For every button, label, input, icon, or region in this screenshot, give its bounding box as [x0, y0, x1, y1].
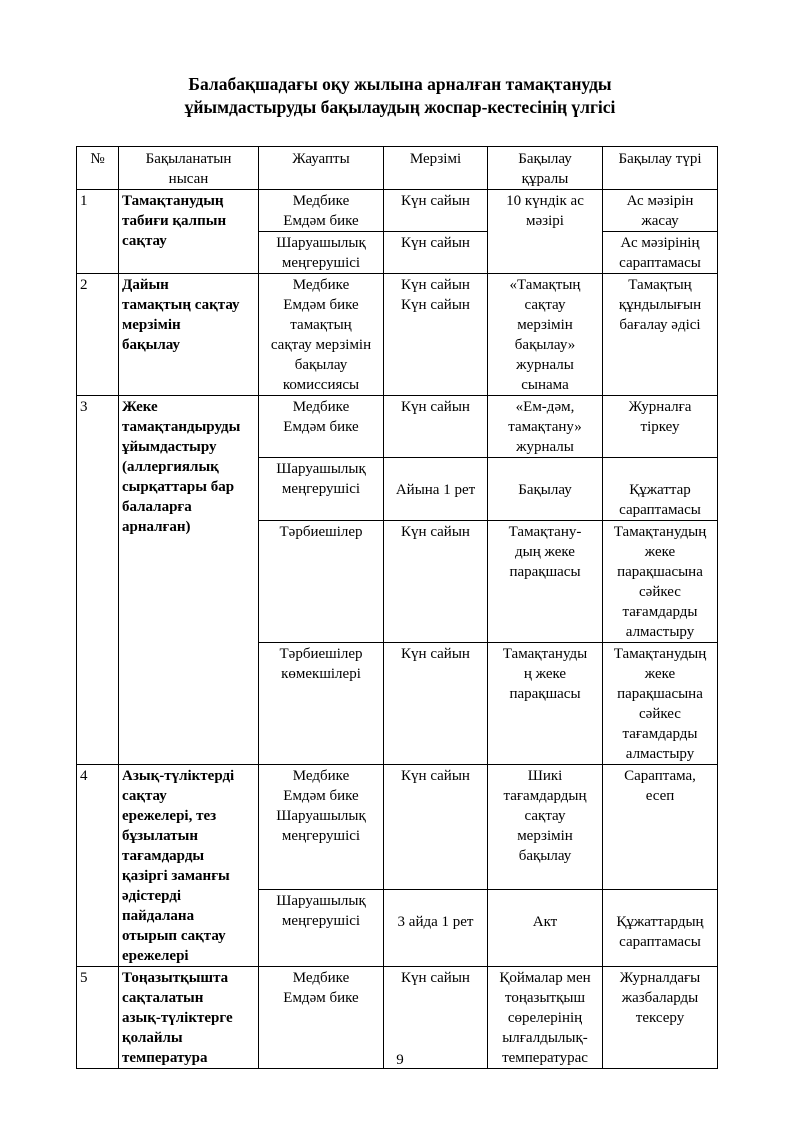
text-line: көмекшілері — [281, 666, 361, 682]
text-line: температура — [122, 1050, 208, 1066]
text-line: Күн сайын — [401, 768, 470, 784]
text-line: Медбике — [292, 768, 350, 784]
responsible-cell — [259, 521, 384, 643]
text-line: есеп — [645, 788, 675, 804]
text-line: Акт — [532, 913, 558, 930]
text-line: Күн сайын — [401, 646, 470, 662]
document-title — [0, 73, 800, 119]
period-cell — [384, 396, 488, 458]
row-number: 3 — [77, 396, 119, 765]
header-tool-line: құралы — [521, 171, 569, 187]
header-object-line: нысан — [168, 171, 209, 187]
text-line: Шаруашылық — [276, 235, 366, 251]
text-line: меңгерушісі — [281, 481, 361, 497]
text-line: «Тамақтың — [509, 277, 581, 293]
text-line: бақылау — [518, 848, 572, 864]
text-line: Емдәм бике — [283, 213, 359, 229]
page-number: 9 — [396, 1052, 404, 1068]
header-object — [119, 147, 259, 190]
text-line: сақтау — [524, 808, 566, 824]
text-line: парақшасы — [509, 564, 581, 580]
type-cell — [603, 643, 718, 765]
text-line: меңгерушісі — [281, 255, 361, 271]
text-line: Тәрбиешілер — [279, 524, 363, 540]
title-line-2: ұйымдастыруды бақылаудың жоспар-кестесінің үлгісі — [184, 97, 616, 117]
type-cell — [603, 458, 718, 521]
text-line: температурас — [502, 1050, 588, 1066]
type-cell — [603, 274, 718, 396]
text-line: бұзылатын — [122, 828, 198, 844]
text-line: Ас мәзірінің — [620, 235, 700, 251]
text-line: жазбаларды — [621, 990, 699, 1006]
text-line: Журналдағы — [619, 970, 701, 986]
header-period: Мерзімі — [384, 147, 488, 190]
tool-cell — [488, 521, 603, 643]
text-line: комиссиясы — [282, 377, 360, 393]
tool-cell — [488, 643, 603, 765]
row-number: 5 — [77, 967, 119, 1069]
text-line: құндылығын — [618, 297, 702, 313]
tool-cell — [488, 765, 603, 890]
table-row — [77, 765, 718, 890]
text-line: балаларға — [122, 499, 192, 515]
text-line: Емдәм бике — [283, 990, 359, 1006]
text-line: Күн сайын — [401, 193, 470, 209]
control-object — [119, 765, 259, 967]
text-line: тамақтану» — [508, 419, 582, 435]
text-line: ң жеке — [523, 666, 567, 682]
text-line: тамақтың — [290, 317, 352, 333]
text-line: қазіргі заманғы — [122, 868, 230, 884]
text-line: Құжаттардың — [616, 913, 704, 930]
period-cell — [384, 521, 488, 643]
type-cell — [603, 889, 718, 966]
text-line: Айына 1 рет — [395, 482, 476, 498]
text-line: алмастыру — [625, 746, 695, 762]
text-line: бақылау — [122, 337, 181, 353]
responsible-cell — [259, 765, 384, 890]
text-line: Емдәм бике — [283, 297, 359, 313]
text-line: Шикі — [527, 768, 563, 784]
text-line: Шаруашылық — [276, 461, 366, 477]
text-line: Тамақтанудың — [613, 646, 707, 662]
header-no: № — [77, 147, 119, 190]
tool-cell — [488, 458, 603, 521]
text-line: Құжаттар — [629, 482, 691, 498]
text-line: дың жеке — [515, 544, 575, 560]
text-line: «Ем-дәм, — [515, 399, 575, 415]
text-line: Бақылау — [518, 482, 572, 498]
text-line: журналы — [516, 439, 574, 455]
responsible-cell — [259, 190, 384, 232]
text-line: Ас мәзірін — [626, 193, 694, 209]
text-line: сақтау — [122, 233, 167, 249]
responsible-cell — [259, 458, 384, 521]
text-line: бағалау әдісі — [619, 317, 701, 333]
text-line: Шаруашылық — [276, 808, 366, 824]
table-row — [77, 274, 718, 396]
text-line: Емдәм бике — [283, 788, 359, 804]
text-line: Күн сайын — [401, 970, 470, 986]
text-line: ережелері — [122, 948, 189, 964]
tool-cell — [488, 190, 603, 274]
text-line: сақталатын — [122, 990, 204, 1006]
text-line: парақшасына — [617, 686, 703, 702]
text-line: Журналға — [628, 399, 692, 415]
text-line: тамақтандыруды — [122, 419, 241, 435]
text-line: сараптамасы — [619, 502, 701, 518]
text-line: парақшасына — [617, 564, 703, 580]
text-line: мерзімін — [517, 317, 573, 333]
text-line: сараптамасы — [619, 933, 701, 950]
text-line: ылғалдылық- — [502, 1030, 588, 1046]
text-line: сәйкес — [639, 706, 681, 722]
type-cell — [603, 190, 718, 232]
header-object-line: Бақыланатын — [145, 151, 232, 167]
text-line: журналы — [516, 357, 574, 373]
text-line: қолайлы — [122, 1030, 183, 1046]
text-line: мерзімін — [122, 317, 181, 333]
text-line: Күн сайын — [401, 524, 470, 540]
text-line: сақтау мерзімін — [270, 337, 372, 353]
table-header-row — [77, 147, 718, 190]
period-cell — [384, 643, 488, 765]
control-object — [119, 274, 259, 396]
text-line: бақылау — [294, 357, 348, 373]
text-line: тіркеу — [640, 419, 680, 435]
responsible-cell — [259, 643, 384, 765]
text-line: тағамдарды — [622, 604, 698, 620]
text-line: Тамақтанудың — [122, 193, 224, 209]
text-line: (аллергиялық — [122, 459, 219, 475]
text-line: мәзірі — [526, 213, 564, 229]
text-line: Күн сайын — [401, 297, 470, 313]
text-line: Медбике — [292, 193, 350, 209]
text-line: мерзімін — [517, 828, 573, 844]
text-line: сөрелерінің — [507, 1010, 583, 1026]
responsible-cell — [259, 274, 384, 396]
text-line: 10 күндік ас — [506, 193, 584, 209]
text-line: Тамақтың — [628, 277, 692, 293]
tool-cell — [488, 396, 603, 458]
type-cell — [603, 396, 718, 458]
control-plan-table — [76, 146, 718, 1069]
text-line: пайдалана — [122, 908, 195, 924]
type-cell — [603, 765, 718, 890]
text-line: жеке — [644, 544, 676, 560]
text-line: Тамақтануды — [502, 646, 588, 662]
period-cell — [384, 765, 488, 890]
text-line: сараптамасы — [619, 255, 701, 271]
text-line: арналған) — [122, 519, 191, 535]
header-type: Бақылау түрі — [603, 147, 718, 190]
text-line: тағамдардың — [503, 788, 587, 804]
period-cell — [384, 232, 488, 274]
text-line: тағамдарды — [122, 848, 205, 864]
responsible-cell — [259, 889, 384, 966]
text-line: алмастыру — [625, 624, 695, 640]
text-line: Медбике — [292, 970, 350, 986]
control-object — [119, 396, 259, 765]
text-line: Жеке — [122, 399, 158, 415]
text-line: Емдәм бике — [283, 419, 359, 435]
text-line: Тәрбиешілер — [279, 646, 363, 662]
text-line: Сараптама, — [624, 768, 696, 784]
control-object — [119, 190, 259, 274]
text-line: Күн сайын — [401, 399, 470, 415]
text-line: табиғи қалпын — [122, 213, 227, 229]
row-number: 4 — [77, 765, 119, 967]
period-cell — [384, 458, 488, 521]
header-responsible: Жауапты — [259, 147, 384, 190]
text-line: әдістерді — [122, 888, 181, 904]
header-tool-line: Бақылау — [518, 151, 572, 167]
text-line: тексеру — [635, 1010, 685, 1026]
text-line: сынама — [521, 377, 569, 393]
text-line: тамақтың сақтау — [122, 297, 240, 313]
row-number: 2 — [77, 274, 119, 396]
text-line: сақтау — [122, 788, 167, 804]
row-number: 1 — [77, 190, 119, 274]
text-line: меңгерушісі — [281, 912, 361, 929]
type-cell — [603, 521, 718, 643]
text-line: ережелері, тез — [122, 808, 217, 824]
text-line: Тамақтану- — [508, 524, 582, 540]
tool-cell — [488, 274, 603, 396]
text-line: тоңазытқыш — [504, 990, 586, 1006]
text-line: сырқаттары бар — [122, 479, 235, 495]
text-line: парақшасы — [509, 686, 581, 702]
text-line: тағамдарды — [622, 726, 698, 742]
text-line: азық-түліктерге — [122, 1010, 233, 1026]
text-line: жеке — [644, 666, 676, 682]
table-row — [77, 396, 718, 458]
period-cell — [384, 889, 488, 966]
text-line: меңгерушісі — [281, 828, 361, 844]
text-line: Азық-түліктерді — [122, 768, 235, 784]
text-line: Медбике — [292, 399, 350, 415]
responsible-cell — [259, 232, 384, 274]
type-cell — [603, 232, 718, 274]
period-cell — [384, 274, 488, 396]
text-line: Дайын — [122, 277, 169, 293]
tool-cell — [488, 889, 603, 966]
text-line: Күн сайын — [401, 235, 470, 251]
text-line: 3 айда 1 рет — [397, 913, 474, 930]
header-tool — [488, 147, 603, 190]
text-line: ұйымдастыру — [122, 439, 217, 455]
text-line: Күн сайын — [401, 277, 470, 293]
text-line: Тамақтанудың — [613, 524, 707, 540]
text-line: Тоңазытқышта — [122, 970, 229, 986]
text-line: Медбике — [292, 277, 350, 293]
title-line-1: Балабақшадағы оқу жылына арналған тамақтануды — [188, 74, 612, 94]
period-cell — [384, 190, 488, 232]
text-line: жасау — [641, 213, 679, 229]
table-row — [77, 190, 718, 232]
text-line: сәйкес — [639, 584, 681, 600]
text-line: отырып сақтау — [122, 928, 226, 944]
text-line: сақтау — [524, 297, 566, 313]
responsible-cell — [259, 396, 384, 458]
text-line: бақылау» — [514, 337, 576, 353]
text-line: Шаруашылық — [276, 892, 366, 909]
text-line: Қоймалар мен — [499, 970, 591, 986]
